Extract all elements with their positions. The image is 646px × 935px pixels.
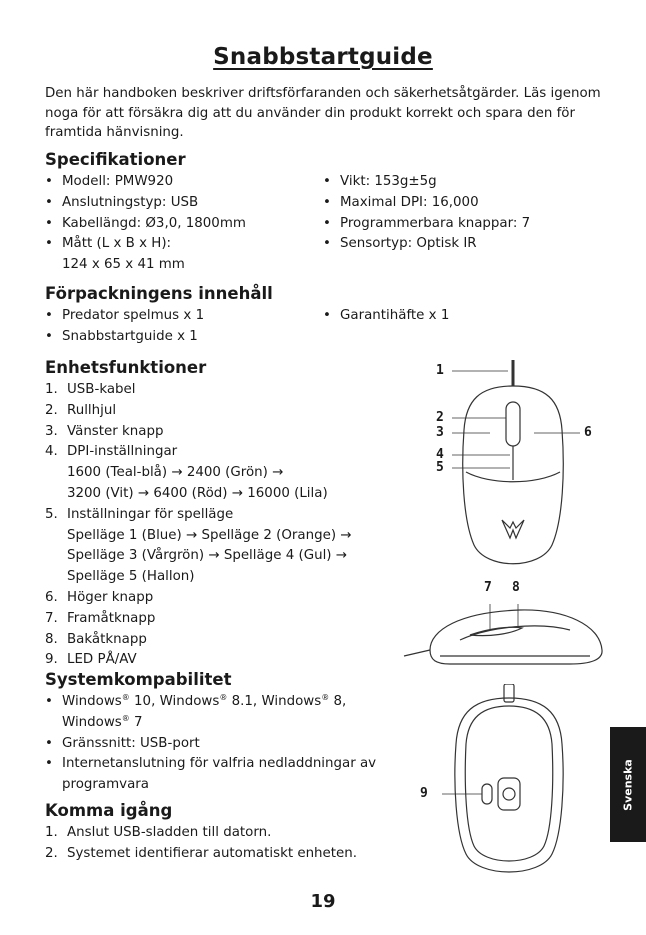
callout-4: 4	[436, 447, 444, 462]
list-item: 7. Framåtknapp	[45, 610, 156, 626]
getting-started-heading: Komma igång	[45, 801, 173, 820]
list-item: • Modell: PMW920	[45, 172, 315, 193]
list-item: 3. Vänster knapp	[45, 423, 164, 439]
list-item: • Gränssnitt: USB-port	[45, 734, 405, 755]
list-item: • Internetanslutning för valfria nedladdningar av programvara	[45, 754, 405, 796]
features-heading: Enhetsfunktioner	[45, 358, 207, 377]
list-item: • Snabbstartguide x 1	[45, 327, 315, 348]
list-item: • Sensortyp: Optisk IR	[323, 234, 613, 255]
list-item: • Predator spelmus x 1	[45, 306, 315, 327]
package-list-left	[45, 306, 315, 348]
page-number: 19	[310, 891, 336, 912]
callout-1: 1	[436, 363, 444, 378]
list-item: • Anslutningstyp: USB	[45, 193, 315, 214]
list-item: 1. Anslut USB-sladden till datorn.	[45, 825, 272, 840]
specifications-list-left	[45, 172, 315, 276]
callout-2: 2	[436, 410, 444, 425]
mouse-side-view-illustration	[400, 590, 610, 670]
list-item: 2. Rullhjul	[45, 402, 117, 418]
list-item: 1. USB-kabel	[45, 382, 136, 397]
list-item: 4. DPI-inställningar 1600 (Teal-blå) → 2400 (Grön) → 3200 (Vit) → 6400 (Röd) → 16000 (Lila)	[45, 444, 328, 501]
system-list	[45, 692, 405, 796]
getting-started-list	[45, 823, 415, 865]
package-heading: Förpackningens innehåll	[45, 284, 273, 303]
callout-9: 9	[420, 786, 428, 801]
list-item: 2. Systemet identifierar automatiskt enheten.	[45, 845, 358, 861]
system-heading: Systemkompabilitet	[45, 670, 232, 689]
list-item: 5. Inställningar för spelläge Spelläge 1 (Blue) → Spelläge 2 (Orange) → Spelläge 3 (Vårgrön) → Spelläge 4 (Gul) → Spelläge 5 (Hallon)	[45, 506, 352, 585]
list-item	[45, 234, 315, 276]
specifications-list-right	[323, 172, 613, 255]
callout-5: 5	[436, 460, 444, 475]
list-item: 6. Höger knapp	[45, 589, 154, 605]
language-tab	[610, 727, 646, 842]
list-item: • Kabellängd: Ø3,0, 1800mm	[45, 214, 315, 235]
list-item: • Programmerbara knappar: 7	[323, 214, 613, 235]
callout-6: 6	[584, 425, 592, 440]
mouse-top-view-illustration	[430, 360, 610, 580]
callout-7: 7	[484, 580, 492, 595]
list-item: 9. LED PÅ/AV	[45, 652, 137, 668]
package-list-right	[323, 306, 613, 327]
list-item: • Maximal DPI: 16,000	[323, 193, 613, 214]
list-item: • Vikt: 153g±5g	[323, 172, 613, 193]
dimensions-value: 124 x 65 x 41 mm	[62, 257, 185, 273]
callout-8: 8	[512, 580, 520, 595]
language-tab-label: Svenska	[621, 758, 635, 811]
intro-text: Den här handboken beskriver driftsförfaranden och säkerhetsåtgärder. Läs igenom noga för att försäkra dig att du använder din produkt korrekt och spara den för framtida hänvisning.	[45, 86, 601, 140]
specifications-heading: Specifikationer	[45, 150, 186, 169]
list-item: 8. Bakåtknapp	[45, 631, 147, 647]
callout-3: 3	[436, 425, 444, 440]
list-item: • Windows® 10, Windows® 8.1, Windows® 8, Windows® 7	[45, 692, 405, 734]
page-title: Snabbstartguide	[213, 44, 433, 70]
dimensions-label: Mått (L x B x H):	[62, 236, 172, 252]
features-list	[45, 380, 405, 671]
list-item: • Garantihäfte x 1	[323, 306, 613, 327]
mouse-bottom-view-illustration	[420, 684, 590, 880]
